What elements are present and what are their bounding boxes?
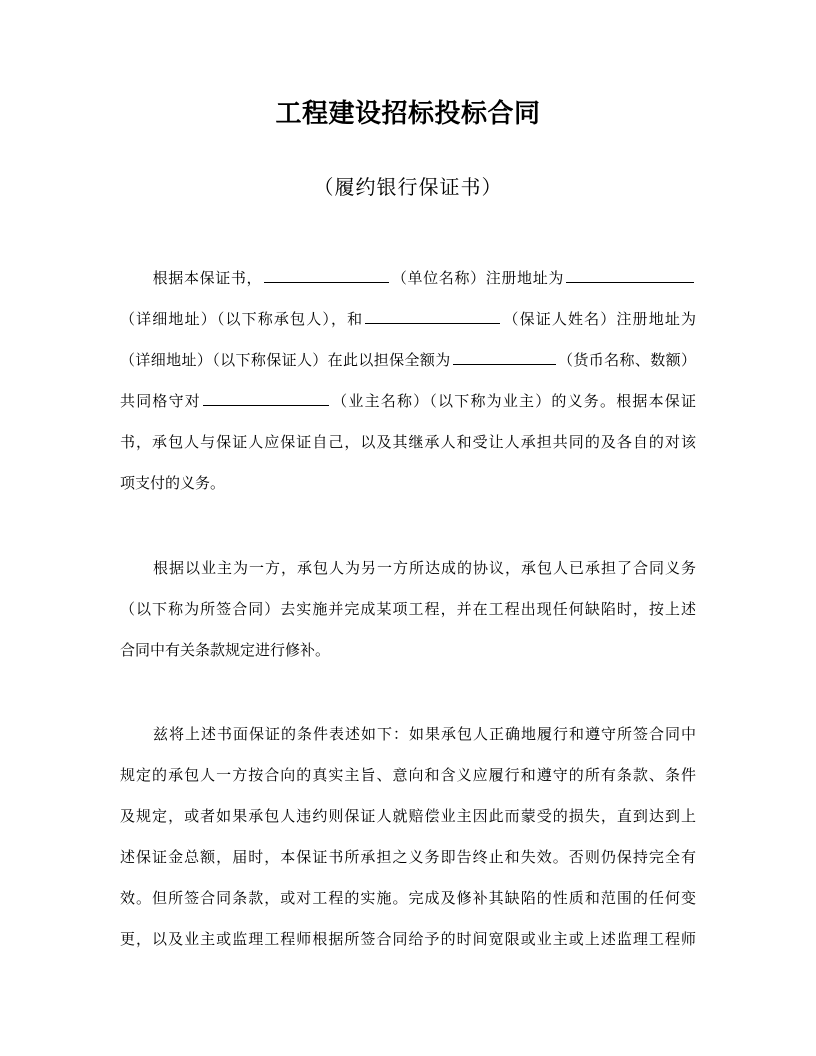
text-line: 效。但所签合同条款，或对工程的实施。完成及修补其缺陷的性质和范围的任何变 <box>120 889 696 907</box>
text-line <box>120 299 696 340</box>
text-segment: （货币名称、数额） <box>557 351 696 369</box>
text-segment: （详细地址）（以下称保证人）在此以担保全额为 <box>120 351 451 369</box>
text-segment: 兹将上述书面保证的条件表述如下：如果承包人正确地履行和遵守所签合同中 <box>152 725 696 743</box>
text-segment: 根据本保证书， <box>152 269 263 287</box>
text-segment: （业主名称）（以下称为业主）的义务。根据本保证 <box>330 392 696 410</box>
paragraph-1 <box>120 258 696 504</box>
paragraph-2 <box>120 548 696 671</box>
document-title: 工程建设招标投标合同 <box>275 99 541 129</box>
text-line <box>120 714 696 755</box>
blank-field-registered-address[interactable] <box>566 268 694 283</box>
text-line <box>120 381 696 422</box>
text-line: 合同中有关条款规定进行修补。 <box>120 641 331 659</box>
blank-field-amount[interactable] <box>453 350 556 365</box>
blank-field-guarantor-name[interactable] <box>365 309 500 324</box>
text-line: （以下称为所签合同）去实施并完成某项工程，并在工程出现任何缺陷时，按上述 <box>120 600 696 618</box>
document-subtitle: （履约银行保证书） <box>313 175 503 199</box>
paragraph-3 <box>120 714 696 960</box>
text-segment: （保证人姓名）注册地址为 <box>502 310 696 328</box>
blank-field-unit-name[interactable] <box>264 268 389 283</box>
text-line <box>120 258 696 299</box>
text-segment: （详细地址）（以下称承包人），和 <box>120 310 364 328</box>
blank-field-owner-name[interactable] <box>203 391 329 406</box>
text-segment: 共同格守对 <box>120 392 201 410</box>
text-segment: （单位名称）注册地址为 <box>391 269 564 287</box>
text-segment: 根据以业主为一方，承包人为另一方所达成的协议，承包人已承担了合同义务 <box>152 559 696 577</box>
text-line <box>120 340 696 381</box>
text-line: 书，承包人与保证人应保证自己，以及其继承人和受让人承担共同的及各自的对该 <box>120 433 696 451</box>
text-line: 述保证金总额，届时，本保证书所承担之义务即告终止和失效。否则仍保持完全有 <box>120 848 696 866</box>
text-line: 规定的承包人一方按合向的真实主旨、意向和含义应履行和遵守的所有条款、条件 <box>120 766 696 784</box>
text-line <box>120 548 696 589</box>
text-line: 更，以及业主或监理工程师根据所签合同给予的时间宽限或业主或上述监理工程师 <box>120 930 696 948</box>
text-line: 项支付的义务。 <box>120 474 226 492</box>
text-line: 及规定，或者如果承包人违约则保证人就赔偿业主因此而蒙受的损失，直到达到上 <box>120 807 696 825</box>
